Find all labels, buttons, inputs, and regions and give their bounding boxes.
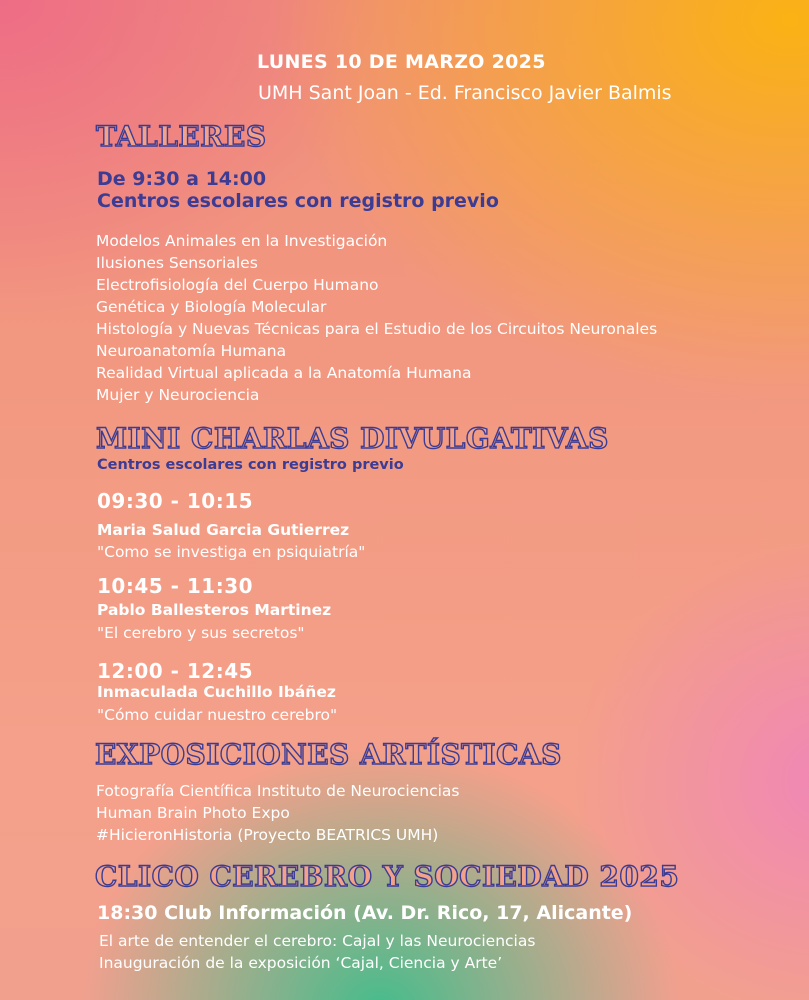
- talleres-title: TALLERES: [96, 120, 267, 153]
- list-item: El arte de entender el cerebro: Cajal y las Neurociencias: [99, 932, 536, 950]
- list-item: Inauguración de la exposición ‘Cajal, Ciencia y Arte’: [99, 954, 503, 972]
- list-item: Human Brain Photo Expo: [96, 804, 290, 822]
- list-item: Genética y Biología Molecular: [96, 298, 327, 316]
- exposiciones-title: EXPOSICIONES ARTÍSTICAS: [95, 738, 562, 771]
- talleres-list: [96, 230, 657, 406]
- list-item: Electrofisiología del Cuerpo Humano: [96, 276, 379, 294]
- event-location: UMH Sant Joan - Ed. Francisco Javier Balmis: [258, 82, 672, 104]
- list-item: Fotografía Científica Instituto de Neurociencias: [96, 782, 460, 800]
- talk-speaker: Pablo Ballesteros Martinez: [97, 601, 332, 619]
- talleres-time: De 9:30 a 14:00: [97, 168, 267, 190]
- list-item: Ilusiones Sensoriales: [96, 254, 258, 272]
- list-item: #HicieronHistoria (Proyecto BEATRICS UMH): [96, 826, 439, 844]
- list-item: Neuroanatomía Humana: [96, 342, 287, 360]
- talk-time: 09:30 - 10:15: [97, 489, 254, 513]
- charlas-registration: Centros escolares con registro previo: [97, 457, 404, 473]
- list-item: Modelos Animales en la Investigación: [96, 232, 388, 250]
- list-item: Realidad Virtual aplicada a la Anatomía Humana: [96, 364, 472, 382]
- clico-event: 18:30 Club Información (Av. Dr. Rico, 17, Alicante): [97, 902, 633, 924]
- charlas-title: MINI CHARLAS DIVULGATIVAS: [96, 422, 609, 455]
- clico-list: [99, 930, 535, 974]
- talleres-registration: Centros escolares con registro previo: [97, 190, 499, 212]
- talk-time: 10:45 - 11:30: [97, 574, 254, 598]
- clico-title: CLICO CEREBRO Y SOCIEDAD 2025: [95, 860, 680, 893]
- talk-title: "El cerebro y sus secretos": [97, 624, 305, 642]
- talk-speaker: Inmaculada Cuchillo Ibáñez: [97, 683, 336, 701]
- talk-title: "Cómo cuidar nuestro cerebro": [97, 706, 338, 724]
- talk-title: "Como se investiga en psiquiatría": [97, 543, 366, 561]
- exposiciones-list: [96, 780, 460, 846]
- talk-speaker: Maria Salud Garcia Gutierrez: [97, 521, 350, 539]
- list-item: Mujer y Neurociencia: [96, 386, 260, 404]
- event-date: LUNES 10 DE MARZO 2025: [257, 51, 546, 73]
- talk-time: 12:00 - 12:45: [97, 659, 254, 683]
- list-item: Histología y Nuevas Técnicas para el Estudio de los Circuitos Neuronales: [96, 320, 658, 338]
